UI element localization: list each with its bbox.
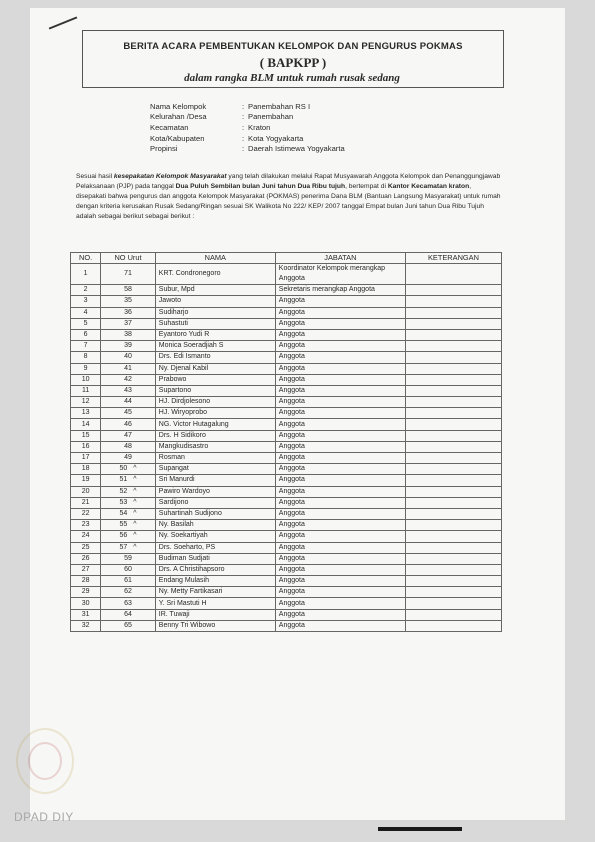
table-row bbox=[71, 329, 502, 340]
cell-no: 19 bbox=[71, 475, 101, 486]
header-no: NO. bbox=[71, 253, 101, 264]
info-row bbox=[150, 101, 345, 112]
paragraph-emphasis: kesepakatan Kelompok Masyarakat bbox=[113, 173, 227, 180]
no-urut-value: 58 bbox=[124, 286, 132, 294]
cell-no: 18 bbox=[71, 464, 101, 475]
no-urut-value: 65 bbox=[124, 621, 132, 629]
cell-nama: Y. Sri Mastuti H bbox=[155, 598, 275, 609]
cell-keterangan bbox=[405, 430, 501, 441]
table-row bbox=[71, 564, 502, 575]
table-row bbox=[71, 264, 502, 285]
cell-no-urut bbox=[101, 419, 156, 430]
no-urut-value: 59 bbox=[124, 554, 132, 562]
cell-jabatan: Anggota bbox=[275, 430, 405, 441]
no-urut-value: 37 bbox=[124, 319, 132, 327]
paragraph-text: Sesuai hasil bbox=[76, 173, 114, 180]
cell-keterangan bbox=[405, 264, 501, 285]
cell-jabatan: Anggota bbox=[275, 620, 405, 631]
cell-jabatan: Anggota bbox=[275, 408, 405, 419]
no-urut-value: 39 bbox=[124, 342, 132, 350]
cell-nama: Prabowo bbox=[155, 374, 275, 385]
cell-nama: Sardijono bbox=[155, 497, 275, 508]
cell-jabatan: Koordinator Kelompok merangkap Anggota bbox=[275, 264, 405, 285]
cell-no: 29 bbox=[71, 587, 101, 598]
paragraph-text: , disepakati bahwa pengurus dan anggota Kelompok Masyarakat (POKMAS) penerima Dana BLM (Bantuan Langsung Masyarakat) untuk rumah dengan kriteria kerusakan Rusak Sedang/Ringan sesuai SK Walikota No 222/ KEP/ 2007 tanggal Empat bulan Juni tahun Dua Ribu Tujuh adalah sebagai berikut sebagai berikut : bbox=[76, 183, 501, 220]
info-separator: : bbox=[242, 101, 245, 111]
cell-no-urut bbox=[101, 285, 156, 296]
cell-no: 27 bbox=[71, 564, 101, 575]
cell-nama: Benny Tri Wibowo bbox=[155, 620, 275, 631]
no-urut-value: 57 bbox=[119, 543, 128, 551]
cell-nama: Eyantoro Yudi R bbox=[155, 329, 275, 340]
cell-no-urut bbox=[101, 609, 156, 620]
paragraph-location: Kantor Kecamatan kraton bbox=[387, 183, 470, 190]
table-row bbox=[71, 397, 502, 408]
table-row bbox=[71, 475, 502, 486]
no-urut-value: 71 bbox=[124, 270, 132, 278]
cell-no: 14 bbox=[71, 419, 101, 430]
cell-keterangan bbox=[405, 598, 501, 609]
no-urut-value: 47 bbox=[124, 431, 132, 439]
table-row bbox=[71, 553, 502, 564]
table-row bbox=[71, 318, 502, 329]
cell-no-urut bbox=[101, 385, 156, 396]
cell-keterangan bbox=[405, 453, 501, 464]
handwritten-mark: ^ bbox=[133, 521, 137, 529]
cell-keterangan bbox=[405, 475, 501, 486]
cell-no-urut bbox=[101, 408, 156, 419]
cell-nama: HJ. Dirdjolesono bbox=[155, 397, 275, 408]
cell-no-urut bbox=[101, 486, 156, 497]
table-row bbox=[71, 441, 502, 452]
cell-jabatan: Anggota bbox=[275, 374, 405, 385]
cell-no-urut bbox=[101, 542, 156, 553]
cell-no-urut bbox=[101, 374, 156, 385]
no-urut-value: 54 bbox=[119, 510, 128, 518]
cell-keterangan bbox=[405, 508, 501, 519]
cell-keterangan bbox=[405, 419, 501, 430]
info-value: Panembahan bbox=[248, 112, 294, 122]
cell-jabatan: Anggota bbox=[275, 318, 405, 329]
cell-keterangan bbox=[405, 441, 501, 452]
group-info bbox=[150, 101, 345, 154]
cell-no: 24 bbox=[71, 531, 101, 542]
cell-jabatan: Anggota bbox=[275, 576, 405, 587]
no-urut-value: 56 bbox=[119, 532, 128, 540]
table-row bbox=[71, 542, 502, 553]
cell-nama: Drs. Edi Ismanto bbox=[155, 352, 275, 363]
cell-jabatan: Anggota bbox=[275, 598, 405, 609]
table-row bbox=[71, 385, 502, 396]
cell-jabatan: Anggota bbox=[275, 587, 405, 598]
cell-no-urut bbox=[101, 307, 156, 318]
cell-no-urut bbox=[101, 397, 156, 408]
table-row bbox=[71, 609, 502, 620]
table-row bbox=[71, 520, 502, 531]
header-nama: NAMA bbox=[155, 253, 275, 264]
table-row bbox=[71, 430, 502, 441]
handwritten-mark: ^ bbox=[133, 498, 137, 506]
cell-nama: Budiman Sudjati bbox=[155, 553, 275, 564]
info-value: Kraton bbox=[248, 122, 271, 132]
table-row bbox=[71, 296, 502, 307]
no-urut-value: 53 bbox=[119, 498, 128, 506]
no-urut-value: 46 bbox=[124, 420, 132, 428]
cell-no-urut bbox=[101, 363, 156, 374]
cell-no-urut bbox=[101, 441, 156, 452]
table-row bbox=[71, 374, 502, 385]
no-urut-value: 48 bbox=[124, 442, 132, 450]
cell-no: 12 bbox=[71, 397, 101, 408]
cell-jabatan: Anggota bbox=[275, 397, 405, 408]
no-urut-value: 44 bbox=[124, 398, 132, 406]
table-row bbox=[71, 508, 502, 519]
cell-nama: HJ. Wiryoprobo bbox=[155, 408, 275, 419]
cell-jabatan: Anggota bbox=[275, 296, 405, 307]
cell-keterangan bbox=[405, 385, 501, 396]
no-urut-value: 40 bbox=[124, 353, 132, 361]
cell-jabatan: Anggota bbox=[275, 508, 405, 519]
handwritten-mark: ^ bbox=[133, 487, 137, 495]
seal-inner-ring bbox=[28, 742, 62, 780]
cell-keterangan bbox=[405, 363, 501, 374]
cell-no-urut bbox=[101, 497, 156, 508]
no-urut-value: 38 bbox=[124, 331, 132, 339]
cell-no-urut bbox=[101, 296, 156, 307]
cell-jabatan: Anggota bbox=[275, 464, 405, 475]
header-jabatan: JABATAN bbox=[275, 253, 405, 264]
no-urut-value: 51 bbox=[119, 476, 128, 484]
cell-no-urut bbox=[101, 475, 156, 486]
cell-nama: Ny. Basilah bbox=[155, 520, 275, 531]
table-row bbox=[71, 453, 502, 464]
cell-jabatan: Anggota bbox=[275, 419, 405, 430]
cell-no: 30 bbox=[71, 598, 101, 609]
document-title: BERITA ACARA PEMBENTUKAN KELOMPOK DAN PENGURUS POKMAS bbox=[123, 41, 463, 52]
cell-no: 11 bbox=[71, 385, 101, 396]
cell-no-urut bbox=[101, 341, 156, 352]
no-urut-value: 43 bbox=[124, 386, 132, 394]
info-row bbox=[150, 112, 345, 123]
paragraph-text: , bertempat di bbox=[345, 183, 388, 190]
info-row bbox=[150, 133, 345, 144]
cell-keterangan bbox=[405, 374, 501, 385]
cell-no-urut bbox=[101, 264, 156, 285]
member-table bbox=[70, 252, 502, 632]
cell-no: 26 bbox=[71, 553, 101, 564]
no-urut-value: 35 bbox=[124, 297, 132, 305]
cell-no-urut bbox=[101, 453, 156, 464]
cell-keterangan bbox=[405, 296, 501, 307]
cell-nama: Suhartinah Sudijono bbox=[155, 508, 275, 519]
no-urut-value: 61 bbox=[124, 577, 132, 585]
cell-no-urut bbox=[101, 553, 156, 564]
no-urut-value: 36 bbox=[124, 308, 132, 316]
table-row bbox=[71, 285, 502, 296]
no-urut-value: 42 bbox=[124, 375, 132, 383]
info-label: Kelurahan /Desa bbox=[150, 112, 207, 122]
cell-keterangan bbox=[405, 531, 501, 542]
cell-no-urut bbox=[101, 576, 156, 587]
cell-nama: Drs. A Christihapsoro bbox=[155, 564, 275, 575]
cell-nama: Rosman bbox=[155, 453, 275, 464]
cell-nama: Jawoto bbox=[155, 296, 275, 307]
paragraph-text: yang telah dilakukan melalui Rapat Musyawarah Anggota Kelompok dan Penanggungjawab Pelaksanaan (PJP) pada tanggal bbox=[76, 173, 501, 190]
info-label: Kecamatan bbox=[150, 122, 189, 132]
cell-no-urut bbox=[101, 430, 156, 441]
handwritten-mark: ^ bbox=[133, 465, 137, 473]
no-urut-value: 50 bbox=[119, 465, 128, 473]
cell-no: 23 bbox=[71, 520, 101, 531]
info-value: Kota Yogyakarta bbox=[248, 133, 304, 143]
cell-keterangan bbox=[405, 564, 501, 575]
cell-keterangan bbox=[405, 408, 501, 419]
cell-no-urut bbox=[101, 318, 156, 329]
table-row bbox=[71, 363, 502, 374]
cell-nama: Drs. H Sidikoro bbox=[155, 430, 275, 441]
header-keterangan: KETERANGAN bbox=[405, 253, 501, 264]
handwritten-mark: ^ bbox=[133, 532, 137, 540]
cell-jabatan: Anggota bbox=[275, 307, 405, 318]
cell-no: 8 bbox=[71, 352, 101, 363]
cell-no: 6 bbox=[71, 329, 101, 340]
cell-no: 32 bbox=[71, 620, 101, 631]
cell-nama: Ny. Djenal Kabil bbox=[155, 363, 275, 374]
cell-no: 1 bbox=[71, 264, 101, 285]
table-row bbox=[71, 497, 502, 508]
cell-jabatan: Anggota bbox=[275, 564, 405, 575]
paragraph-date: Dua Puluh Sembilan bulan Juni tahun Dua Ribu tujuh bbox=[175, 183, 346, 190]
cell-no: 2 bbox=[71, 285, 101, 296]
header-no-urut: NO Urut bbox=[101, 253, 156, 264]
cell-jabatan: Anggota bbox=[275, 441, 405, 452]
info-separator: : bbox=[242, 112, 245, 122]
info-value: Daerah Istimewa Yogyakarta bbox=[248, 144, 345, 154]
no-urut-value: 64 bbox=[124, 610, 132, 618]
table-row bbox=[71, 531, 502, 542]
cell-jabatan: Anggota bbox=[275, 329, 405, 340]
cell-jabatan: Anggota bbox=[275, 553, 405, 564]
cell-keterangan bbox=[405, 318, 501, 329]
cell-no-urut bbox=[101, 352, 156, 363]
cell-jabatan: Anggota bbox=[275, 363, 405, 374]
no-urut-value: 63 bbox=[124, 599, 132, 607]
cell-nama: Subur, Mpd bbox=[155, 285, 275, 296]
cell-keterangan bbox=[405, 497, 501, 508]
table-row bbox=[71, 419, 502, 430]
cell-no: 3 bbox=[71, 296, 101, 307]
cell-nama: Sudiharjo bbox=[155, 307, 275, 318]
cell-jabatan: Anggota bbox=[275, 486, 405, 497]
statement-paragraph bbox=[76, 172, 502, 222]
cell-jabatan: Anggota bbox=[275, 542, 405, 553]
cell-nama: IR. Tuwaji bbox=[155, 609, 275, 620]
table-row bbox=[71, 598, 502, 609]
watermark-text: DPAD DIY bbox=[14, 810, 74, 824]
no-urut-value: 62 bbox=[124, 588, 132, 596]
table-header-row bbox=[71, 253, 502, 264]
cell-jabatan: Sekretaris merangkap Anggota bbox=[275, 285, 405, 296]
cell-keterangan bbox=[405, 285, 501, 296]
table-row bbox=[71, 464, 502, 475]
cell-keterangan bbox=[405, 486, 501, 497]
cell-jabatan: Anggota bbox=[275, 531, 405, 542]
cell-keterangan bbox=[405, 329, 501, 340]
cell-nama: Mangkudisastro bbox=[155, 441, 275, 452]
cell-nama: Endang Mulasih bbox=[155, 576, 275, 587]
cell-no: 4 bbox=[71, 307, 101, 318]
cell-no: 17 bbox=[71, 453, 101, 464]
no-urut-value: 49 bbox=[124, 454, 132, 462]
cell-jabatan: Anggota bbox=[275, 341, 405, 352]
document-code: ( BAPKPP ) bbox=[259, 55, 327, 70]
cell-no: 5 bbox=[71, 318, 101, 329]
cell-keterangan bbox=[405, 609, 501, 620]
cell-nama: NG. Victor Hutagalung bbox=[155, 419, 275, 430]
cell-keterangan bbox=[405, 307, 501, 318]
cell-keterangan bbox=[405, 620, 501, 631]
no-urut-value: 45 bbox=[124, 409, 132, 417]
handwritten-mark: ^ bbox=[133, 510, 137, 518]
no-urut-value: 41 bbox=[124, 364, 132, 372]
cell-jabatan: Anggota bbox=[275, 385, 405, 396]
cell-keterangan bbox=[405, 576, 501, 587]
table-row bbox=[71, 620, 502, 631]
cell-nama: Sri Manurdi bbox=[155, 475, 275, 486]
cell-no-urut bbox=[101, 464, 156, 475]
cell-jabatan: Anggota bbox=[275, 497, 405, 508]
info-row bbox=[150, 143, 345, 154]
table-row bbox=[71, 341, 502, 352]
cell-jabatan: Anggota bbox=[275, 520, 405, 531]
cell-nama: Ny. Metty Fartikasari bbox=[155, 587, 275, 598]
seal-emblem-icon bbox=[16, 728, 74, 794]
cell-no-urut bbox=[101, 508, 156, 519]
cell-keterangan bbox=[405, 587, 501, 598]
handwritten-mark: ^ bbox=[133, 476, 137, 484]
cell-no-urut bbox=[101, 329, 156, 340]
cell-nama: Ny. Soekartiyah bbox=[155, 531, 275, 542]
cell-nama: Supangat bbox=[155, 464, 275, 475]
cell-no-urut bbox=[101, 598, 156, 609]
cell-no: 9 bbox=[71, 363, 101, 374]
cell-nama: Monica Soeradjiah S bbox=[155, 341, 275, 352]
cell-no: 28 bbox=[71, 576, 101, 587]
no-urut-value: 60 bbox=[124, 565, 132, 573]
cell-nama: Supartono bbox=[155, 385, 275, 396]
cell-keterangan bbox=[405, 553, 501, 564]
cell-nama: Drs. Soeharto, PS bbox=[155, 542, 275, 553]
cell-jabatan: Anggota bbox=[275, 475, 405, 486]
info-value: Panembahan RS I bbox=[248, 101, 311, 111]
cell-no: 7 bbox=[71, 341, 101, 352]
handwritten-mark: ^ bbox=[133, 543, 137, 551]
cell-no: 21 bbox=[71, 497, 101, 508]
info-label: Nama Kelompok bbox=[150, 101, 207, 111]
bottom-bar bbox=[378, 827, 462, 831]
cell-keterangan bbox=[405, 520, 501, 531]
cell-no: 16 bbox=[71, 441, 101, 452]
info-label: Kota/Kabupaten bbox=[150, 133, 205, 143]
cell-nama: Suhastuti bbox=[155, 318, 275, 329]
info-separator: : bbox=[242, 144, 245, 154]
cell-no: 22 bbox=[71, 508, 101, 519]
cell-keterangan bbox=[405, 542, 501, 553]
table-row bbox=[71, 307, 502, 318]
cell-jabatan: Anggota bbox=[275, 609, 405, 620]
cell-keterangan bbox=[405, 464, 501, 475]
table-row bbox=[71, 352, 502, 363]
cell-no-urut bbox=[101, 520, 156, 531]
cell-no: 13 bbox=[71, 408, 101, 419]
cell-no-urut bbox=[101, 531, 156, 542]
table-row bbox=[71, 486, 502, 497]
cell-keterangan bbox=[405, 352, 501, 363]
cell-no: 31 bbox=[71, 609, 101, 620]
table-row bbox=[71, 576, 502, 587]
no-urut-value: 52 bbox=[119, 487, 128, 495]
cell-jabatan: Anggota bbox=[275, 453, 405, 464]
info-label: Propinsi bbox=[150, 144, 178, 154]
cell-keterangan bbox=[405, 341, 501, 352]
cell-no: 10 bbox=[71, 374, 101, 385]
cell-no-urut bbox=[101, 564, 156, 575]
cell-nama: KRT. Condronegoro bbox=[155, 264, 275, 285]
no-urut-value: 55 bbox=[119, 521, 128, 529]
cell-no: 20 bbox=[71, 486, 101, 497]
table-row bbox=[71, 408, 502, 419]
document-subtitle: dalam rangka BLM untuk rumah rusak sedang bbox=[184, 72, 400, 84]
table-row bbox=[71, 587, 502, 598]
cell-no: 25 bbox=[71, 542, 101, 553]
info-separator: : bbox=[242, 122, 245, 132]
cell-nama: Pawiro Wardoyo bbox=[155, 486, 275, 497]
cell-keterangan bbox=[405, 397, 501, 408]
info-row bbox=[150, 122, 345, 133]
cell-jabatan: Anggota bbox=[275, 352, 405, 363]
info-separator: : bbox=[242, 133, 245, 143]
cell-no-urut bbox=[101, 620, 156, 631]
cell-no: 15 bbox=[71, 430, 101, 441]
cell-no-urut bbox=[101, 587, 156, 598]
